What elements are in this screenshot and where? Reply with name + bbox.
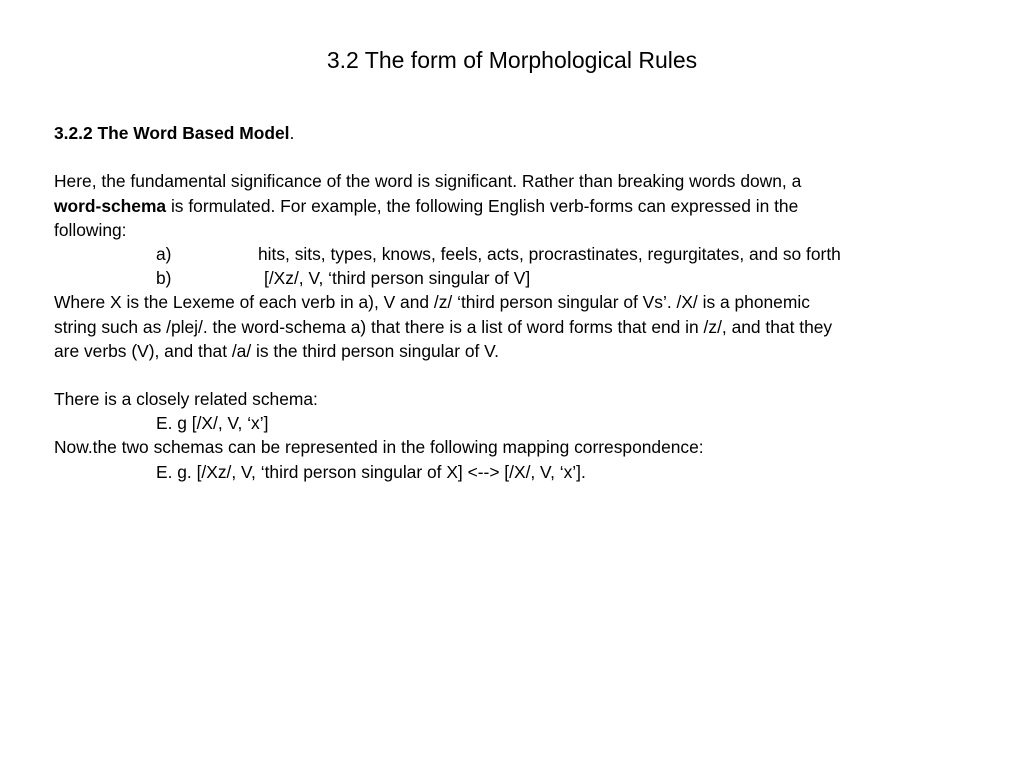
paragraph2-line2: string such as /plej/. the word-schema a) that there is a list of word forms that end in /z/, and that they — [54, 316, 833, 337]
paragraph1-line2 — [54, 194, 994, 218]
slide-title: 3.2 The form of Morphological Rules — [326, 47, 698, 73]
list-item-a-text: hits, sits, types, knows, feels, acts, procrastinates, regurgitates, and so forth — [258, 243, 841, 264]
paragraph2-line1: Where X is the Lexeme of each verb in a), V and /z/ ‘third person singular of Vs’. /X/ is a phonemic — [54, 292, 810, 313]
paragraph1-line3: following: — [54, 219, 127, 240]
word-schema-term: word-schema — [54, 195, 167, 216]
paragraph1-line1: Here, the fundamental significance of the word is significant. Rather than breaking words down, a — [54, 171, 802, 192]
section-heading — [54, 121, 994, 145]
list-item-b-text: [/Xz/, V, ‘third person singular of V] — [264, 268, 531, 289]
section-heading-period: . — [289, 123, 295, 143]
example-2-text: E. g. [/Xz/, V, ‘third person singular of X] <--> [/X/, V, ‘x’]. — [156, 461, 586, 482]
section-heading-text: 3.2.2 The Word Based Model — [54, 123, 290, 143]
paragraph3-line1: There is a closely related schema: — [54, 389, 318, 410]
list-item-b-label: b) — [156, 268, 172, 289]
list-item-a — [54, 242, 994, 266]
spacer — [54, 363, 994, 387]
paragraph3-line2: Now.the two schemas can be represented in the following mapping correspondence: — [54, 437, 704, 458]
example-1 — [54, 411, 994, 435]
paragraph2-line3: are verbs (V), and that /a/ is the third person singular of V. — [54, 340, 499, 361]
list-item-b — [54, 266, 994, 290]
slide-body — [54, 121, 994, 484]
example-2 — [54, 460, 994, 484]
example-1-text: E. g [/X/, V, ‘x’] — [156, 413, 269, 434]
list-item-a-label: a) — [156, 243, 172, 264]
spacer — [54, 145, 994, 169]
paragraph1-line2-rest: is formulated. For example, the following English verb-forms can expressed in the — [166, 195, 799, 216]
